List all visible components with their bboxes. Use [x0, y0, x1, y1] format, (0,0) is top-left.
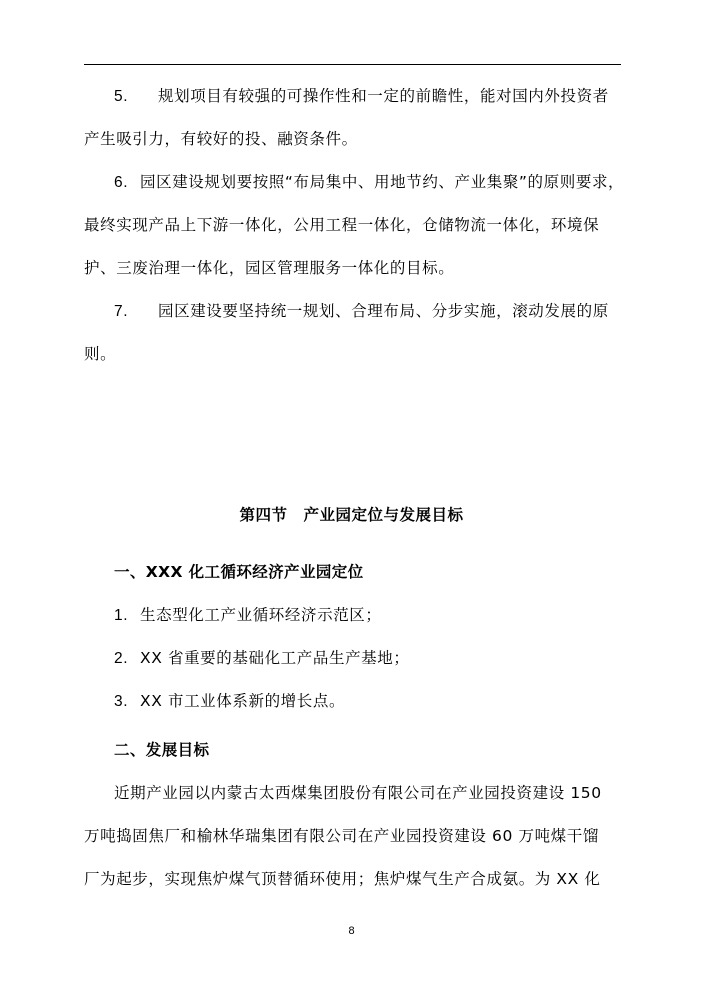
position-item-1 [114, 605, 382, 626]
header-rule [84, 64, 621, 65]
subsection-2-heading: 二、发展目标 [114, 741, 210, 759]
item-5-number: 5. [114, 88, 129, 105]
section-name: 产业园定位与发展目标 [303, 506, 464, 524]
position-item-2-number: 2. [114, 650, 129, 667]
position-item-3 [114, 691, 345, 712]
item-6-text-1: 园区建设规划要按照“布局集中、用地节约、产业集聚”的原则要求， [140, 173, 625, 191]
goals-paragraph-line-3: 厂为起步，实现焦炉煤气顶替循环使用；焦炉煤气生产合成氨。为 XX 化 [84, 870, 601, 888]
position-item-1-text: 生态型化工产业循环经济示范区； [140, 606, 382, 624]
position-item-2-text: XX 省重要的基础化工产品生产基地； [140, 649, 410, 667]
position-item-1-number: 1. [114, 607, 129, 624]
position-item-3-text: XX 市工业体系新的增长点。 [140, 692, 346, 710]
item-5-line-2: 产生吸引力，有较好的投、融资条件。 [84, 130, 358, 148]
item-6-line-2: 最终实现产品上下游一体化，公用工程一体化，仓储物流一体化，环境保 [84, 216, 600, 234]
item-6-number: 6. [114, 174, 129, 191]
item-7-line-2: 则。 [84, 345, 117, 363]
item-7-text-1: 园区建设要坚持统一规划、合理布局、分步实施，滚动发展的原 [158, 302, 609, 320]
item-7-line-1 [114, 301, 609, 322]
position-item-3-number: 3. [114, 693, 129, 710]
section-number: 第四节 [239, 506, 288, 524]
item-6-line-3: 护、三废治理一体化，园区管理服务一体化的目标。 [84, 259, 455, 277]
position-item-2 [114, 648, 409, 669]
page-number: 8 [348, 925, 355, 937]
goals-paragraph-line-2: 万吨捣固焦厂和榆林华瑞集团有限公司在产业园投资建设 60 万吨煤干馏 [84, 827, 599, 845]
item-6-line-1 [114, 172, 624, 193]
item-5-line-1 [114, 86, 609, 107]
item-5-text-1: 规划项目有较强的可操作性和一定的前瞻性，能对国内外投资者 [158, 87, 609, 105]
section-title [0, 505, 703, 525]
item-7-number: 7. [114, 303, 129, 320]
goals-paragraph-line-1: 近期产业园以内蒙古太西煤集团股份有限公司在产业园投资建设 150 [114, 784, 602, 802]
subsection-1-heading: 一、XXX 化工循环经济产业园定位 [114, 563, 364, 581]
